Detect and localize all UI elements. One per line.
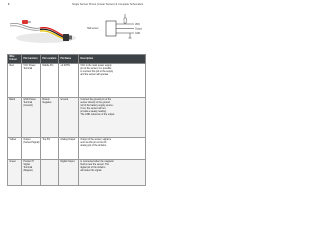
- cell-pin-function: VCC Power Terminal: [22, 64, 41, 98]
- cell-pin-function: Output (Sensor/Signal): [22, 138, 41, 160]
- description-line: VCC is the main power supply: [80, 65, 112, 68]
- header-description: Description: [79, 55, 146, 64]
- description-line: digital pin of the Arduino: [80, 167, 106, 170]
- description-line: analog pin of the Arduino.: [80, 145, 107, 148]
- schematic-label-gnd: GND: [135, 33, 141, 35]
- schematic-diagram: [86, 10, 144, 48]
- cell-wire-colour: Red: [8, 64, 22, 98]
- description-line: and the sensor will operate.: [80, 73, 109, 76]
- header-pin-function: Pin Function: [22, 55, 41, 64]
- header-pin-name: Pin Name: [59, 55, 79, 64]
- description-line: to connect this pin to the supply: [80, 71, 114, 74]
- description-line: Is connected when the magnetic: [80, 161, 114, 164]
- schematic-label-vdd: VDD: [135, 24, 140, 26]
- cell-wire-colour: Black: [8, 98, 22, 138]
- cell-pin-name: +3.3V/5V: [59, 64, 79, 98]
- schematic-label-sensor: Hall sensor: [87, 28, 99, 30]
- cell-description: [79, 64, 146, 98]
- table-row: [8, 138, 146, 160]
- cell-pin-location: Top Pin: [41, 138, 59, 160]
- description-line: rail of the battery supply source.: [80, 105, 114, 108]
- description-line: If not, the sensor will not: [80, 107, 106, 110]
- header-wire-colour: Wire Colour: [8, 55, 22, 64]
- pinout-table: [7, 54, 146, 186]
- cell-description: [79, 98, 146, 138]
- table-row: [8, 160, 146, 186]
- cell-wire-colour: Green: [8, 160, 22, 186]
- cell-pin-name: Analog Output: [59, 138, 79, 160]
- cell-pin-location: Middle Pin: [41, 64, 59, 98]
- description-line: Connect the ground pin of the: [80, 99, 112, 102]
- description-line: Output of the sensor, signal is: [80, 139, 112, 142]
- cell-pin-name: Ground: [59, 98, 79, 138]
- figure-number: 2: [8, 3, 10, 6]
- description-line: sent via this pin to the A0: [80, 142, 107, 145]
- cell-pin-location: Bottom Negative: [41, 98, 59, 138]
- description-line: provide a steady reading.: [80, 110, 107, 113]
- figure-area: [0, 0, 149, 52]
- description-line: pin of the sensor, it is possible: [80, 68, 112, 71]
- cell-pin-function: GND Power Terminal (Ground): [22, 98, 41, 138]
- cell-wire-colour: Yellow: [8, 138, 22, 160]
- figure-caption: Single Sensor Pinout (Linear Sensor) & Complete Schematics: [72, 3, 144, 6]
- description-line: will detect the signal.: [80, 169, 102, 172]
- table-header-row: [8, 55, 146, 64]
- sensor-cable-photo: [6, 8, 82, 50]
- cell-pin-function: Product H Signal Terminal (Magnet): [22, 160, 41, 186]
- cell-pin-location: [41, 160, 59, 186]
- description-line: field is near the sensor. The: [80, 164, 109, 167]
- cell-pin-name: Digital Output: [59, 160, 79, 186]
- header-pin-location: Pin Location: [41, 55, 59, 64]
- document-page: [0, 0, 149, 198]
- description-line: sensor directly to the ground: [80, 102, 110, 105]
- description-line: The GND reference of the output.: [80, 113, 115, 116]
- cell-description: [79, 160, 146, 186]
- table-row: [8, 98, 146, 138]
- cell-description: [79, 138, 146, 160]
- table-row: [8, 64, 146, 98]
- schematic-label-out: Output: [135, 28, 142, 31]
